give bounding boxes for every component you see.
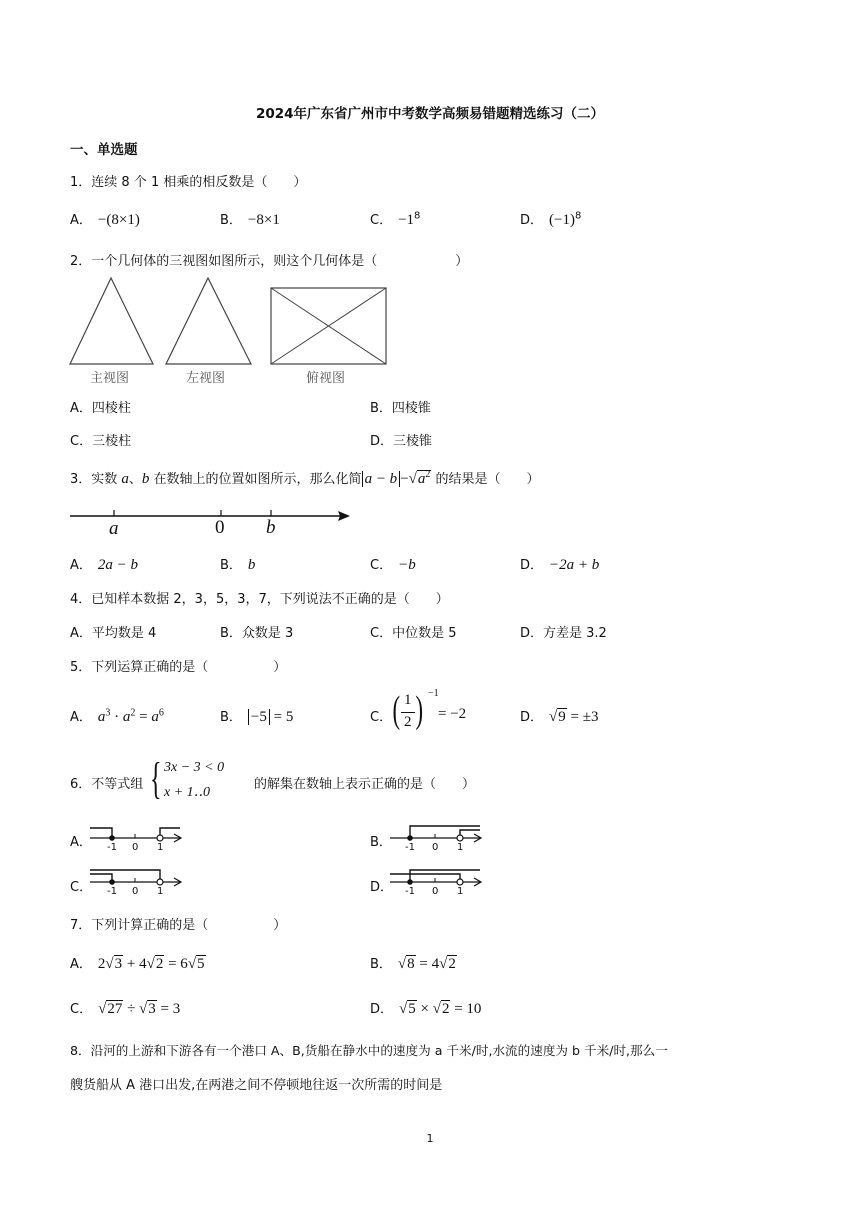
question-8-line-1: 8．沿河的上游和下游各有一个港口 A、B,货船在静水中的速度为 a 千米/时,水流的速度为 b 千米/时,那么一 xyxy=(70,1043,668,1058)
sqrt-sign: √ xyxy=(399,1001,408,1017)
q5-c-paren-left: ( xyxy=(392,689,401,731)
var-a: a xyxy=(121,471,129,487)
inequality-2: x + 1‥0 xyxy=(164,785,211,800)
coefficient: 2 xyxy=(97,956,106,972)
q5-c-exponent: −1 xyxy=(428,688,439,699)
q1-option-c xyxy=(370,209,420,229)
operator: ÷ xyxy=(123,1001,140,1017)
operator: × xyxy=(416,1001,433,1017)
question-1-stem: 1．连续 8 个 1 相乘的相反数是（ ） xyxy=(70,175,307,190)
left-view-label: 左视图 xyxy=(186,371,226,386)
operator: = 4 xyxy=(415,956,440,972)
option-label: D． xyxy=(520,558,544,573)
q6-option-b-label: B． xyxy=(370,835,392,850)
question-2-stem: 2．一个几何体的三视图如图所示，则这个几何体是（ ） xyxy=(70,254,469,269)
exponent: 6 xyxy=(158,707,164,719)
q3-c-value: −b xyxy=(398,557,416,573)
radicand: 9 xyxy=(558,709,566,725)
section-heading: 一、单选题 xyxy=(70,142,138,158)
q6-option-c-label: C． xyxy=(70,880,93,895)
operator: = xyxy=(135,709,152,725)
q5-option-b xyxy=(220,706,293,726)
sqrt-sign: √ xyxy=(432,1001,441,1017)
q6-b-number-line xyxy=(388,820,490,856)
radicand: 2 xyxy=(155,956,164,972)
q1-b-value: −8×1 xyxy=(247,212,280,228)
radicand: 5 xyxy=(408,1001,416,1017)
option-label: A． xyxy=(70,957,92,972)
top-view-label: 俯视图 xyxy=(306,371,346,386)
sqrt-sign: √ xyxy=(146,956,155,972)
tick-label: 0 xyxy=(132,886,139,897)
q4-option-c: C．中位数是 5 xyxy=(370,626,457,641)
question-7-stem: 7．下列计算正确的是（ ） xyxy=(70,918,287,933)
radicand: 2 xyxy=(448,956,456,972)
solution-ray-2 xyxy=(390,874,460,882)
tick-label: 0 xyxy=(432,886,439,897)
term: a xyxy=(97,709,106,725)
open-point xyxy=(457,879,463,885)
var-b: b xyxy=(141,471,150,487)
option-label: C． xyxy=(370,213,393,228)
q1-option-a xyxy=(70,209,140,229)
q2-option-a: A．四棱柱 xyxy=(70,401,131,416)
q1-c-exponent: 8 xyxy=(414,210,421,222)
question-6-stem-suffix: 的解集在数轴上表示正确的是（ ） xyxy=(254,777,476,792)
question-5-stem: 5．下列运算正确的是（ ） xyxy=(70,660,287,675)
radicand: 3 xyxy=(114,956,123,972)
q3-option-a xyxy=(70,554,138,574)
q1-option-d xyxy=(520,209,581,229)
radicand: 2 xyxy=(441,1001,450,1017)
operator: = 10 xyxy=(450,1001,482,1017)
operator: = 3 xyxy=(156,1001,181,1017)
q6-d-number-line xyxy=(388,864,490,900)
term: a xyxy=(122,709,131,725)
sqrt-radicand xyxy=(417,470,432,487)
q5-option-a xyxy=(70,706,164,726)
inequality-1: 3x − 3 < 0 xyxy=(164,760,225,775)
sqrt-sign: √ xyxy=(105,956,114,972)
minus-sign: − xyxy=(400,471,409,487)
q1-d-base: (−1) xyxy=(549,212,575,228)
open-point xyxy=(157,879,163,885)
axis-label-a: a xyxy=(109,518,119,539)
sqrt-sign: √ xyxy=(98,1001,107,1017)
radicand: 5 xyxy=(197,956,205,972)
option-label: B． xyxy=(370,957,392,972)
q2-option-d: D．三棱锥 xyxy=(370,434,433,449)
radicand-exponent: 2 xyxy=(425,469,431,480)
q1-option-b xyxy=(220,209,280,229)
q7-option-d xyxy=(370,998,481,1018)
option-label: A． xyxy=(70,558,92,573)
tick-label: 1 xyxy=(457,842,464,853)
q4-option-a: A．平均数是 4 xyxy=(70,626,157,641)
operator: · xyxy=(110,709,123,725)
solution-ray-1 xyxy=(90,870,160,882)
operator: + 4 xyxy=(123,956,147,972)
option-label: C． xyxy=(370,558,393,573)
solution-ray-1 xyxy=(410,870,480,882)
q6-option-d-label: D． xyxy=(370,880,394,895)
option-label: B． xyxy=(220,558,242,573)
stem-text: 、 xyxy=(128,472,142,487)
axis-label-b: b xyxy=(266,517,276,538)
system-brace: { xyxy=(150,754,162,803)
tick-label: 0 xyxy=(432,842,439,853)
absolute-value-expression: a − b xyxy=(362,471,401,487)
q6-option-a-label: A． xyxy=(70,835,92,850)
sqrt-sign: √ xyxy=(139,1001,148,1017)
exponent: 2 xyxy=(130,707,136,719)
tick-label: 1 xyxy=(157,886,164,897)
q1-c-base: −1 xyxy=(398,212,415,228)
tick-label: -1 xyxy=(107,886,117,897)
absolute-value: −5 xyxy=(248,709,270,725)
question-3-stem xyxy=(70,468,540,488)
q7-option-a xyxy=(70,953,206,973)
front-view-triangle xyxy=(70,278,153,364)
q3-a-value: 2a − b xyxy=(97,557,139,573)
q4-option-d: D．方差是 3.2 xyxy=(520,626,607,641)
question-6-stem-prefix: 6．不等式组 xyxy=(70,777,144,792)
tick-label: 1 xyxy=(157,842,164,853)
question-8-line-2: 艘货船从 A 港口出发,在两港之间不停顿地往返一次所需的时间是 xyxy=(70,1078,443,1093)
q3-b-value: b xyxy=(247,557,256,573)
axis-label-0: 0 xyxy=(215,517,225,538)
sqrt-sign: √ xyxy=(397,956,407,972)
option-label: D． xyxy=(520,710,544,725)
q7-option-c xyxy=(70,998,180,1018)
solution-ray-left xyxy=(90,828,112,838)
q5-c-numerator: 1 xyxy=(404,692,412,708)
tick-label: -1 xyxy=(405,842,415,853)
radicand: 27 xyxy=(107,1001,123,1017)
question-4-stem: 4．已知样本数据 2，3，5，3，7，下列说法不正确的是（ ） xyxy=(70,592,449,607)
q2-option-c: C．三棱柱 xyxy=(70,434,132,449)
option-label: B． xyxy=(220,710,242,725)
tick-label: 0 xyxy=(132,842,139,853)
q6-a-number-line xyxy=(88,820,190,856)
q2-option-b: B．四棱锥 xyxy=(370,401,431,416)
q7-option-b xyxy=(370,953,457,973)
stem-text: 在数轴上的位置如图所示，那么化简 xyxy=(149,472,362,487)
q1-a-value: −(8×1) xyxy=(97,212,140,228)
solution-ray-1 xyxy=(410,826,480,838)
q1-d-exponent: 8 xyxy=(574,210,582,222)
q3-option-b xyxy=(220,554,255,574)
stem-text: 的结果是（ ） xyxy=(431,472,540,487)
q5-c-result: = −2 xyxy=(438,706,467,722)
closed-point xyxy=(407,835,413,841)
exponent: 3 xyxy=(105,707,111,719)
radicand: 3 xyxy=(148,1001,156,1017)
option-label: C． xyxy=(70,1002,93,1017)
option-label: D． xyxy=(520,213,544,228)
sqrt-sign: √ xyxy=(408,471,417,487)
sqrt-sign: √ xyxy=(549,709,558,725)
operator: = 6 xyxy=(164,956,188,972)
tick-label: -1 xyxy=(107,842,117,853)
option-label: C． xyxy=(370,710,393,725)
option-label: D． xyxy=(370,1002,394,1017)
result: = 5 xyxy=(269,709,294,725)
stem-text: 3．实数 xyxy=(70,472,122,487)
term: a xyxy=(151,709,159,725)
result: = ±3 xyxy=(566,709,599,725)
sqrt-sign: √ xyxy=(187,956,197,972)
option-label: B． xyxy=(220,213,242,228)
tick-label: 1 xyxy=(457,886,464,897)
solution-ray-2 xyxy=(90,874,112,882)
tick-label: -1 xyxy=(405,886,415,897)
page-number: 1 xyxy=(426,1132,434,1145)
q6-c-number-line xyxy=(88,864,190,900)
closed-point xyxy=(407,879,413,885)
q3-option-c xyxy=(370,554,416,574)
radicand: 8 xyxy=(407,956,415,972)
open-point xyxy=(157,835,163,841)
front-view-label: 主视图 xyxy=(90,371,130,386)
closed-point xyxy=(109,879,115,885)
q5-c-fraction-bar xyxy=(401,712,415,713)
q3-d-value: −2a + b xyxy=(549,557,600,573)
q5-c-paren-right: ) xyxy=(415,689,424,731)
q5-c-denominator: 2 xyxy=(404,714,412,730)
q4-option-b: B．众数是 3 xyxy=(220,626,294,641)
sqrt-sign: √ xyxy=(439,956,448,972)
radicand-text: a xyxy=(417,471,426,487)
open-point xyxy=(457,835,463,841)
q5-option-d xyxy=(520,706,598,726)
closed-point xyxy=(109,835,115,841)
option-label: A． xyxy=(70,213,92,228)
q3-option-d xyxy=(520,554,599,574)
page-title: 2024年广东省广州市中考数学高频易错题精选练习（二） xyxy=(255,106,605,122)
left-view-triangle xyxy=(166,278,251,364)
option-label: A． xyxy=(70,710,92,725)
